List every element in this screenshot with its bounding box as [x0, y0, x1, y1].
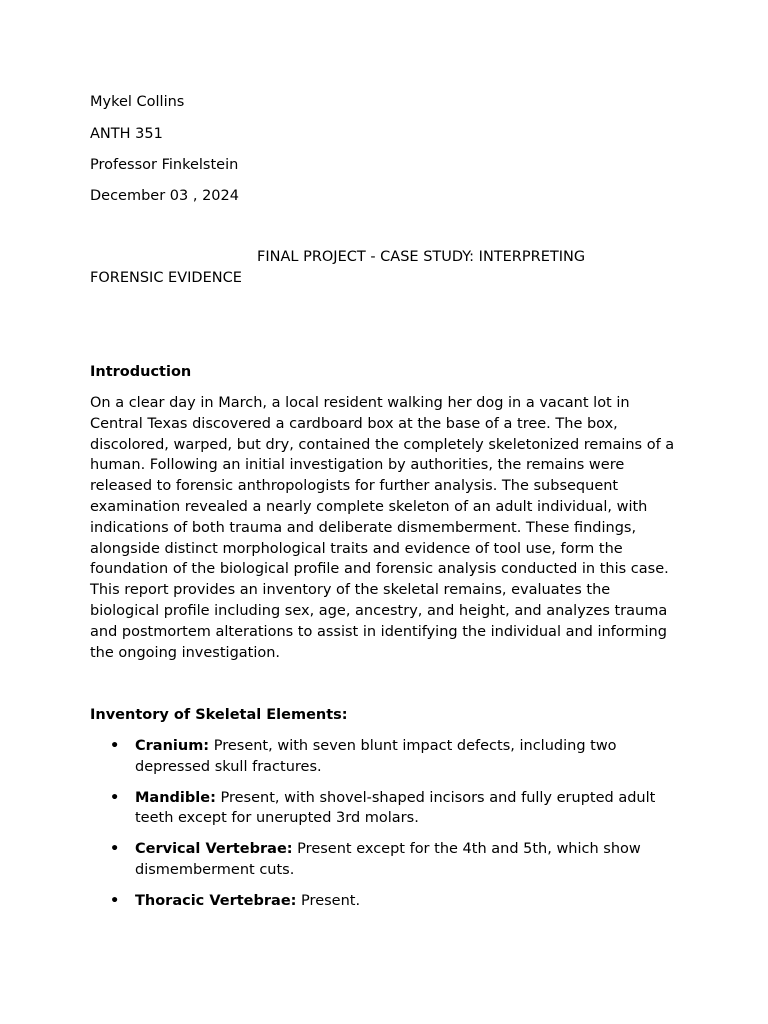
introduction-paragraph: On a clear day in March, a local resident walking her dog in a vacant lot in Central Texas discovered a cardboard box at the base of a tree. The box, discolored, warped, but dry, contained the completely skeletonized remains of a human. Following an initial investigation by authorities, the remains were released to forensic anthropologists for further analysis. The subsequent examination revealed a nearly complete skeleton of an adult individual, with indications of both trauma and deliberate dismemberment. These findings, alongside distinct morphological traits and evidence of tool use, form the foundation of the biological profile and forensic analysis conducted in this case. This report provides an inventory of the skeletal remains, evaluates the biological profile including sex, age, ancestry, and height, and analyzes trauma and postmortem alterations to assist in identifying the individual and informing the ongoing investigation.	[90, 395, 675, 661]
bullet-icon: •	[110, 738, 120, 754]
list-item	[90, 839, 690, 881]
course-code: ANTH 351	[90, 126, 163, 142]
bullet-icon: •	[110, 789, 120, 806]
list-item	[90, 891, 690, 912]
bullet-icon: •	[110, 841, 120, 858]
list-item-term: Mandible:	[135, 789, 216, 806]
document-title	[90, 247, 690, 289]
list-item-term: Thoracic Vertebrae:	[135, 892, 297, 909]
list-item-text: Present, with seven blunt impact defects, including two depressed skull fractures.	[135, 738, 617, 775]
list-item	[90, 736, 690, 778]
professor-name: Professor Finkelstein	[90, 157, 239, 173]
bullet-icon: •	[110, 892, 120, 909]
author-name: Mykel Collins	[90, 94, 185, 110]
introduction-heading: Introduction	[90, 364, 192, 380]
list-item-text: Present except for the 4th and 5th, which show dismemberment cuts.	[135, 841, 641, 878]
list-item-term: Cranium:	[135, 738, 210, 754]
list-item-text: Present.	[296, 892, 361, 909]
list-item	[90, 788, 690, 830]
list-item-text: Present, with shovel-shaped incisors and fully erupted adult teeth except for unerupted 3rd molars.	[135, 789, 656, 827]
inventory-heading: Inventory of Skeletal Elements:	[90, 707, 348, 723]
inventory-list	[90, 736, 690, 922]
submission-date: December 03 , 2024	[90, 188, 239, 204]
title-line-1: FINAL PROJECT - CASE STUDY: INTERPRETING	[257, 249, 586, 265]
title-line-2: FORENSIC EVIDENCE	[90, 270, 242, 286]
list-item-term: Cervical Vertebrae:	[135, 841, 293, 858]
